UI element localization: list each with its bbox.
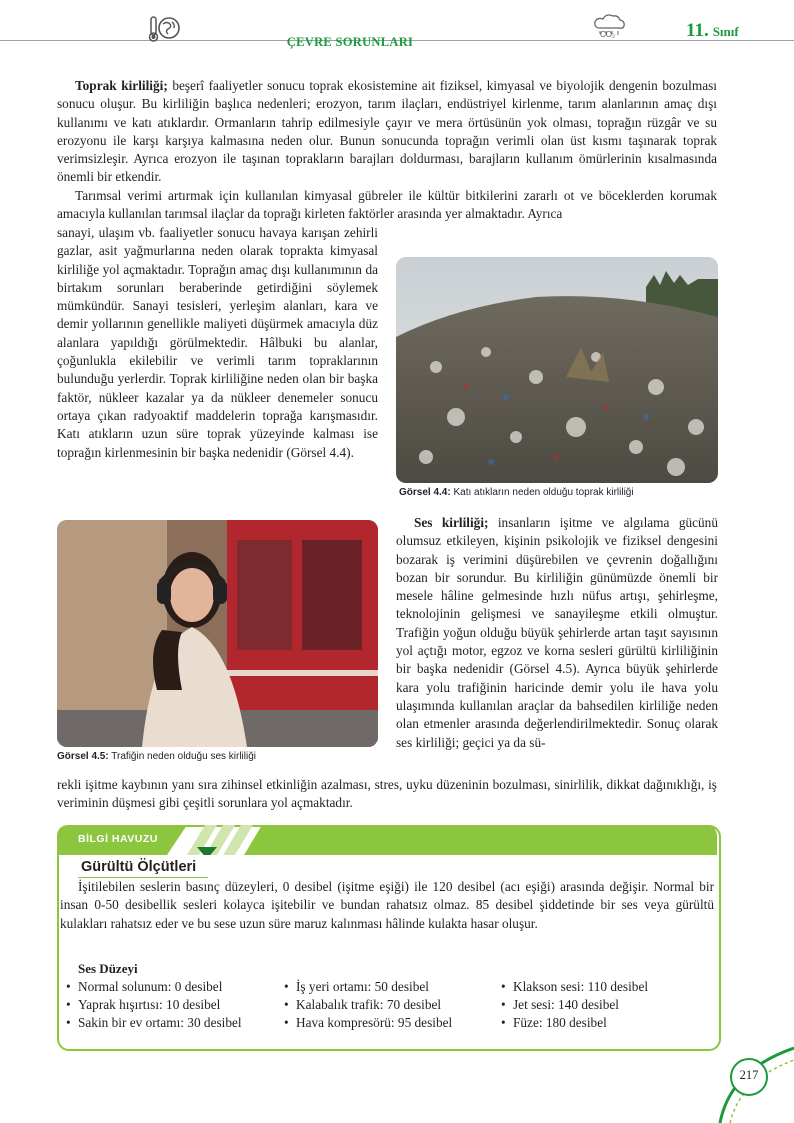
info-box-label: BİLGİ HAVUZU — [78, 833, 158, 845]
figure-4-4-label: Görsel 4.4: — [399, 487, 451, 498]
sound-levels-column-1 — [66, 978, 276, 1033]
noise-pollution-paragraph — [396, 514, 718, 752]
figure-4-5-text: Trafiğin neden olduğu ses kirliliği — [108, 751, 257, 762]
noise-pollution-lead: Ses kirliliği; — [414, 515, 489, 530]
info-text: İşitilebilen seslerin basınç düzeyleri, 0 desibel (işitme eşiği) ile 120 desibel (acı eşiği) arasında değişir. Normal bir insan 0-50 desibellik sesleri kolayca işitebilir ve bundan rahatsız olmaz. 85 desibel şiddetinde bir ses veya gürültü kulakları rahatsız eder ve bu sese uzun süre maruz kalınması hâlinde kulakta hasar oluşur. — [60, 879, 714, 931]
co2-label: CO₂ — [600, 30, 616, 39]
sound-level-item: • Jet sesi: 140 desibel — [501, 996, 711, 1014]
sound-level-item: • Sakin bir ev ortamı: 30 desibel — [66, 1014, 276, 1032]
page-number: 217 — [739, 1068, 759, 1082]
noise-pollution-photo — [57, 520, 378, 747]
sound-levels-column-2 — [284, 978, 494, 1033]
noise-pollution-continued: rekli işitme kaybının yanı sıra zihinsel etkinliğin azalması, stres, uyku düzeninin bozulması, sinirlilik, dikkat dağınıklığı, iş veriminin düşmesi gibi çeşitli sorunlara yol açmaktadır. — [57, 777, 717, 811]
grade-number: 11. — [686, 20, 709, 41]
cloud-co2-icon — [592, 14, 628, 44]
info-title: Gürültü Ölçütleri — [81, 859, 197, 875]
figure-4-4-text: Katı atıkların neden olduğu toprak kirliliği — [450, 487, 634, 498]
soil-pollution-text: beşerî faaliyetler sonucu toprak ekosistemine ait fiziksel, kimyasal ve biyolojik dengenin bozulması sonucu oluşur. Bu kirliliğin başlıca nedenleri; erozyon, tarım ilaçları, endüstriyel kirlenme, tarım alanlarının amaç dışı kullanımı ve katı atıklardır. Ormanların tahrip edilmesiyle çayır ve mera örtüsünün yok olması, toprağın rüzgâr ve su erozyonu ile karşı karşıya kalmasına neden olur. Bunun sonucunda toprağın verimli olan üst kısmı taşınarak toprak verimsizleşir. Ayrıca erozyon ile taşınan toprakların barajları doldurması, barajların kullanım ömürlerinin kısalmasında önemli bir etkendir. — [57, 78, 717, 185]
noise-pollution-text: insanların işitme ve algılama gücünü olumsuz etkileyen, kişinin psikolojik ve fiziksel dengesini bozarak iş verimini düşürebilen ve çevrenin doğallığını bozan bir sorundur. Bu kirliliğin günümüzde önemli bir mesele hâline gelmesinde hızlı nüfus artışı, şehirleşme, teknolojinin gelişmesi ve sanayileşme etkili olmuştur. Trafiğin yoğun olduğu büyük şehirlerde artan taşıt sayısının yol açtığı motor, egzoz ve korna sesleri gürültü kirliliğinin bir başka nedenidir (Görsel 4.5). Ayrıca büyük şehirlerde kara yolu trafiğinin haricinde demir yolu ile hava yolu ulaşımında kullanılan araçlar da bahsedilen kirliliğe neden olan etmenler arasında değerlendirilmektedir. Sonuç olarak ses kirliliği; geçici ya da sü- — [396, 515, 718, 750]
grade-label — [686, 20, 739, 42]
sound-level-item: • İş yeri ortamı: 50 desibel — [284, 978, 494, 996]
soil-pollution-lead: Toprak kirliliği; — [75, 78, 168, 93]
sound-levels-column-3 — [501, 978, 711, 1033]
header-title: ÇEVRE SORUNLARI — [286, 35, 414, 49]
figure-4-5-label: Görsel 4.5: — [57, 751, 109, 762]
agriculture-paragraph: Tarımsal verimi artırmak için kullanılan kimyasal gübreler ile kültür bitkilerini zararlı ot ve böceklerden korumak amacıyla kullanılan tarımsal ilaçlar da toprağı kirleten faktörler arasında yer almaktadır. Ayrıca — [57, 188, 717, 222]
grade-text: Sınıf — [712, 24, 739, 39]
sound-level-item: • Klakson sesi: 110 desibel — [501, 978, 711, 996]
garbage-dump-photo — [396, 257, 718, 483]
sound-level-item: • Hava kompresörü: 95 desibel — [284, 1014, 494, 1032]
figure-4-5-caption — [57, 751, 256, 762]
sound-level-item: • Yaprak hışırtısı: 10 desibel — [66, 996, 276, 1014]
soil-pollution-paragraph — [57, 77, 717, 187]
soil-pollution-continued: sanayi, ulaşım vb. faaliyetler sonucu havaya karışan zehirli gazlar, asit yağmurlarına neden olarak toprakta kimyasal kirliliğe yol açmaktadır. Toprağın amaç dışı kullanımının da birtakım sorunları beraberinde getirdiğini söylemek mümkündür. Sanayi tesisleri, yerleşim alanları, kara ve demir yollarının genellikle maliyeti düşürmek amacıyla düz alanlara yapıldığı görülmektedir. Hâlbuki bu alanlar, çoğunlukla ekilebilir ve verimli tarım topraklarının bulunduğu yerlerdir. Toprak kirliliğine neden olan bir başka faktör, nükleer kazalar ya da nükleer denemeler sonucu ortaya çıkan radyoaktif maddelerin toprağa karışmasıdır. Katı atıkların uzun süre toprak yüzeyinde kalması ise toprağın kirlenmesinin bir başka nedenidir (Görsel 4.4). — [57, 225, 378, 460]
sound-level-item: • Kalabalık trafik: 70 desibel — [284, 996, 494, 1014]
sound-level-item: • Normal solunum: 0 desibel — [66, 978, 276, 996]
sound-levels-title: Ses Düzeyi — [78, 961, 138, 976]
sound-level-item: • Füze: 180 desibel — [501, 1014, 711, 1032]
figure-4-4-caption — [399, 487, 634, 498]
